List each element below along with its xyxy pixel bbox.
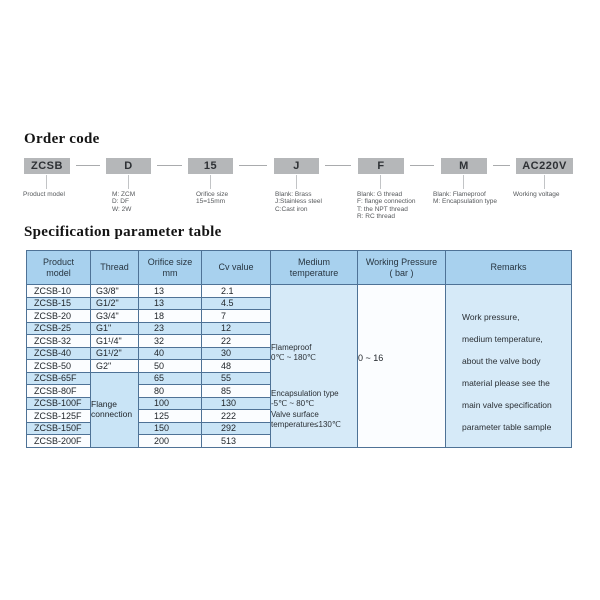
flange-line: Flange (91, 399, 117, 409)
order-code-box-label: AC220V (522, 160, 567, 172)
remarks-line: about the valve body (462, 356, 541, 367)
cell-model: ZCSB-125F (27, 410, 91, 423)
cell-model: ZCSB-200F (27, 435, 91, 448)
cell-thread: G3/4" (91, 310, 139, 323)
header-line: Remarks (490, 262, 527, 273)
medium-temp-line: Flameproof (271, 342, 312, 352)
order-code-box-label: F (377, 160, 385, 172)
remarks-line: parameter table sample (462, 422, 552, 433)
header-line: Medium (297, 257, 330, 267)
desc-line: M: ZCM (112, 191, 136, 198)
order-code-desc-orifice-size (196, 191, 228, 206)
header-line: Orifice size (147, 257, 193, 267)
cell-cv: 7 (202, 310, 271, 323)
cell-model: ZCSB-25 (27, 322, 91, 335)
cell-model: ZCSB-80F (27, 385, 91, 398)
spec-table (26, 250, 572, 448)
cell-orifice: 18 (139, 310, 202, 323)
table-row (27, 285, 572, 298)
desc-line: C:Cast iron (275, 205, 308, 213)
column-header-orifice-size (139, 251, 202, 285)
connector-line (325, 165, 351, 166)
order-code-box-orifice-size (188, 158, 233, 174)
cell-cv: 130 (202, 397, 271, 410)
cell-model: ZCSB-150F (27, 422, 91, 435)
column-header-cv-value (202, 251, 271, 285)
cell-orifice: 40 (139, 347, 202, 360)
cell-model: ZCSB-40 (27, 347, 91, 360)
leader-line (380, 175, 381, 189)
order-code-desc-protection (433, 191, 497, 206)
cell-orifice: 150 (139, 422, 202, 435)
connector-line (76, 165, 100, 166)
medium-temp-encapsulation (271, 389, 357, 431)
cell-cv: 22 (202, 335, 271, 348)
cell-remarks (446, 285, 572, 448)
cell-thread: G1¹/2" (91, 347, 139, 360)
remarks-line: main valve specification (462, 400, 552, 411)
order-code-desc-valve-type (112, 191, 135, 213)
cell-cv: 55 (202, 372, 271, 385)
cell-thread: G1¹/4" (91, 335, 139, 348)
spec-table-title: Specification parameter table (24, 224, 222, 240)
column-header-thread (91, 251, 139, 285)
cell-orifice: 100 (139, 397, 202, 410)
header-row (27, 251, 572, 285)
order-code-title: Order code (24, 131, 100, 147)
remarks-text (462, 293, 571, 438)
cell-medium-temperature (271, 285, 358, 448)
order-code-box-valve-type (106, 158, 151, 174)
desc-line: Orifice size (196, 191, 229, 198)
leader-line (544, 175, 545, 189)
cell-orifice: 50 (139, 360, 202, 373)
cell-model: ZCSB-50 (27, 360, 91, 373)
order-code-box-voltage (516, 158, 573, 174)
cell-flange-connection (91, 372, 139, 447)
cell-cv: 30 (202, 347, 271, 360)
medium-temp-flameproof (271, 343, 357, 363)
leader-line (296, 175, 297, 189)
order-code-box-label: M (459, 160, 469, 172)
remarks-line: material please see the (462, 378, 550, 389)
order-code-box-connection (358, 158, 404, 174)
header-line: Cv value (218, 262, 254, 273)
cell-thread: G1/2" (91, 297, 139, 310)
cell-cv: 222 (202, 410, 271, 423)
cell-cv: 292 (202, 422, 271, 435)
cell-orifice: 65 (139, 372, 202, 385)
cell-cv: 85 (202, 385, 271, 398)
cell-model: ZCSB-32 (27, 335, 91, 348)
cell-model: ZCSB-15 (27, 297, 91, 310)
medium-temp-line: Encapsulation type (271, 388, 339, 398)
order-code-box-label: 15 (203, 160, 218, 172)
order-code-desc-product-model (23, 191, 65, 198)
desc-line: T: the NPT thread (357, 205, 408, 213)
cell-model: ZCSB-10 (27, 285, 91, 298)
column-header-product-model (27, 251, 91, 285)
medium-temp-line: temperature≤130℃ (271, 420, 341, 430)
cell-orifice: 13 (139, 297, 202, 310)
leader-line (210, 175, 211, 189)
header-line: Working Pressure (365, 257, 438, 267)
cell-model: ZCSB-20 (27, 310, 91, 323)
connector-line (239, 165, 267, 166)
order-code-desc-body-material (275, 191, 322, 213)
cell-orifice: 23 (139, 322, 202, 335)
leader-line (46, 175, 47, 189)
column-header-remarks (446, 251, 572, 285)
remarks-line: Work pressure, (462, 312, 520, 323)
header-line: Thread (100, 262, 129, 273)
cell-cv: 12 (202, 322, 271, 335)
cell-model: ZCSB-65F (27, 372, 91, 385)
leader-line (463, 175, 464, 189)
desc-line: Working voltage (513, 191, 560, 198)
desc-line: 15=15mm (196, 198, 226, 206)
desc-line: Blank: Flameproof (433, 191, 486, 198)
connector-line (493, 165, 510, 166)
order-code-box-label: ZCSB (31, 160, 63, 172)
flange-line: connection (91, 408, 133, 419)
connector-line (157, 165, 182, 166)
cell-working-pressure (358, 285, 446, 448)
leader-line (128, 175, 129, 189)
desc-line: Product model (23, 191, 65, 198)
cell-cv: 2.1 (202, 285, 271, 298)
header-line: ( bar ) (389, 267, 414, 278)
desc-line: R: RC thread (357, 212, 395, 220)
order-code-box-body-material (274, 158, 319, 174)
cell-cv: 48 (202, 360, 271, 373)
order-code-desc-connection (357, 191, 416, 220)
cell-model: ZCSB-100F (27, 397, 91, 410)
order-code-box-protection (441, 158, 487, 174)
order-code-desc-voltage (513, 191, 560, 198)
desc-line: D: DF (112, 198, 129, 206)
desc-line: J:Stainless steel (275, 198, 322, 206)
medium-temp-line: Valve surface (271, 409, 319, 419)
desc-line: F: flange connection (357, 198, 416, 206)
header-line: temperature (289, 267, 339, 278)
cell-cv: 513 (202, 435, 271, 448)
column-header-working-pressure (358, 251, 446, 285)
order-code-box-label: J (293, 160, 300, 172)
cell-orifice: 200 (139, 435, 202, 448)
medium-temp-line: -5℃ ~ 80℃ (271, 399, 315, 409)
cell-orifice: 32 (139, 335, 202, 348)
cell-orifice: 80 (139, 385, 202, 398)
desc-line: M: Encapsulation type (433, 198, 497, 206)
column-header-medium-temperature (271, 251, 358, 285)
medium-temp-line: 0℃ ~ 180℃ (271, 352, 316, 362)
cell-orifice: 125 (139, 410, 202, 423)
cell-thread: G2" (91, 360, 139, 373)
order-code-box-label: D (124, 160, 133, 172)
desc-line: W: 2W (112, 205, 132, 213)
working-pressure-value: 0 ~ 16 (358, 352, 384, 363)
order-code-box-product-model (24, 158, 70, 174)
remarks-line: medium temperature, (462, 334, 543, 345)
cell-orifice: 13 (139, 285, 202, 298)
desc-line: Blank: G thread (357, 191, 403, 198)
connector-line (410, 165, 434, 166)
header-line: Product (42, 257, 75, 267)
header-line: model (46, 267, 71, 278)
desc-line: Blank: Brass (275, 191, 312, 198)
header-line: mm (162, 267, 178, 278)
cell-cv: 4.5 (202, 297, 271, 310)
cell-thread: G3/8" (91, 285, 139, 298)
cell-thread: G1" (91, 322, 139, 335)
